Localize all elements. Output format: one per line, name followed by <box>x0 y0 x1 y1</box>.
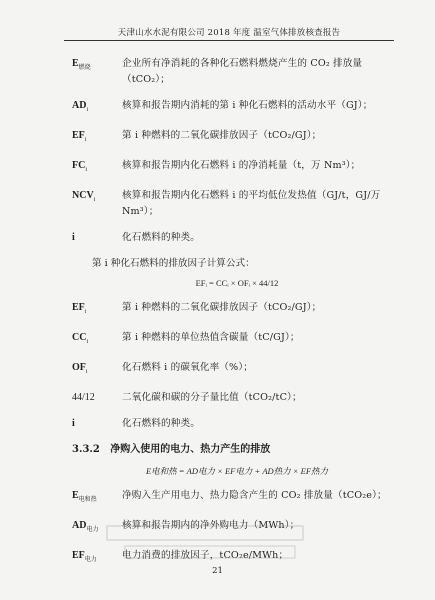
variable-description: 第 i 种燃料的二氧化碳排放因子（tCO₂/GJ）； <box>122 302 322 313</box>
variable-symbol: i <box>72 232 75 243</box>
variable-symbol: $CC_i$ <box>72 332 89 345</box>
definition-row <box>72 390 402 406</box>
variable-description: 第 i 种燃料的单位热值含碳量（tC/GJ）； <box>122 332 300 343</box>
definition-row <box>72 158 402 178</box>
variable-symbol: $FC_i$ <box>72 160 88 173</box>
variable-description: 核算和报告期内消耗的第 i 种化石燃料的活动水平（GJ）； <box>122 100 373 111</box>
header-rule <box>64 40 394 41</box>
formula-emission-factor: EFᵢ = CCᵢ × OFᵢ × 44/12 <box>195 278 279 288</box>
definition-row <box>72 360 402 380</box>
document-body <box>72 56 402 578</box>
variable-description: 二氧化碳和碳的分子量比值（tCO₂/tC）； <box>122 392 302 403</box>
variable-description: 核算和报告期内化石燃料 i 的净消耗量（t，万 Nm³）； <box>122 160 361 171</box>
section-number: 3.3.2 <box>72 444 100 455</box>
definition-row <box>72 330 402 350</box>
variable-description: 电力消费的排放因子，tCO₂e/MWh； <box>122 550 289 561</box>
variable-symbol: $OF_i$ <box>72 362 88 375</box>
definition-row <box>72 98 402 118</box>
variable-symbol: i <box>72 418 75 429</box>
section-heading <box>72 442 402 458</box>
definition-row <box>72 488 402 508</box>
variable-symbol: $EF_i$ <box>72 130 87 143</box>
definition-row <box>72 128 402 148</box>
variable-description: 核算和报告期内化石燃料 i 的平均低位发热值（GJ/t，GJ/万 Nm³）； <box>122 190 381 217</box>
variable-symbol: $E_{燃烧}$ <box>72 58 91 71</box>
page-header: 天津山水水泥有限公司 2018 年度 温室气体排放核查报告 <box>117 28 341 38</box>
page-number: 21 <box>212 566 223 576</box>
definition-list-fuel <box>72 56 402 246</box>
variable-description: 企业所有净消耗的各种化石燃料燃烧产生的 CO₂ 排放量（tCO₂）； <box>122 58 363 85</box>
variable-description: 净购入生产用电力、热力隐含产生的 CO₂ 排放量（tCO₂e）； <box>122 490 387 501</box>
definition-row <box>72 518 402 538</box>
definition-row <box>72 230 402 246</box>
variable-symbol: $NCV_i$ <box>72 190 96 203</box>
variable-symbol: 44/12 <box>72 392 95 403</box>
variable-symbol: $EF_i$ <box>72 302 87 315</box>
definition-row <box>72 188 402 220</box>
variable-symbol: $AD_{电力}$ <box>72 520 99 533</box>
definition-row <box>72 416 402 432</box>
variable-description: 第 i 种燃料的二氧化碳排放因子（tCO₂/GJ）； <box>122 130 322 141</box>
variable-symbol: $AD_i$ <box>72 100 89 113</box>
variable-description: 核算和报告期内的净外购电力（MWh）； <box>122 520 300 531</box>
variable-symbol: $E_{电和热}$ <box>72 490 97 503</box>
variable-description: 化石燃料的种类。 <box>122 232 200 243</box>
definition-list-electricity <box>72 488 402 568</box>
definition-row <box>72 56 402 88</box>
paragraph-emission-factor: 第 i 种化石燃料的排放因子计算公式： <box>92 258 255 269</box>
variable-description: 化石燃料的种类。 <box>122 418 200 429</box>
definition-list-factor <box>72 300 402 432</box>
variable-symbol: $EF_{电力}$ <box>72 550 97 563</box>
definition-row <box>72 548 402 568</box>
definition-row <box>72 300 402 320</box>
formula-electricity-heat: E电和热 = AD电力 × EF电力 + AD热力 × EF热力 <box>145 466 329 476</box>
section-title: 净购入使用的电力、热力产生的排放 <box>110 444 271 455</box>
variable-description: 化石燃料 i 的碳氧化率（%）； <box>122 362 254 373</box>
